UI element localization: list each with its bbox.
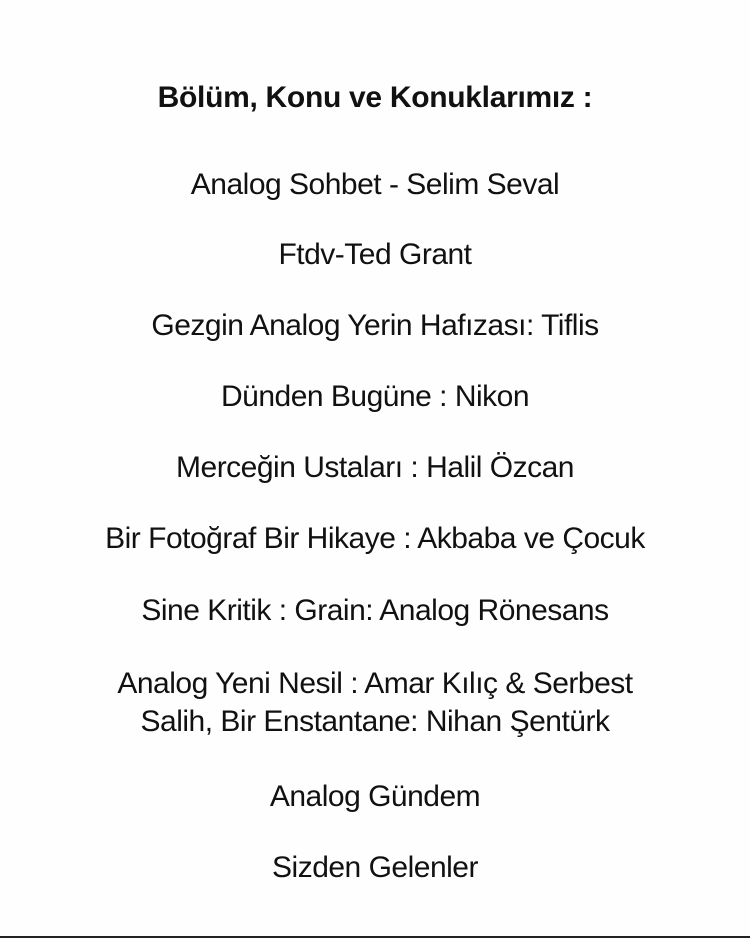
section-item-dunden-bugune: Dünden Bugüne : Nikon	[220, 380, 530, 413]
section-item-bir-fotograf: Bir Fotoğraf Bir Hikaye : Akbaba ve Çocuk	[105, 522, 645, 555]
section-item-line: Salih, Bir Enstantane: Nihan Şentürk	[140, 705, 610, 738]
section-item-gezgin-analog: Gezgin Analog Yerin Hafızası: Tiflis	[151, 309, 599, 342]
section-item-line: Analog Yeni Nesil : Amar Kılıç & Serbest	[117, 667, 633, 700]
section-item-mercegin-ustalari: Merceğin Ustaları : Halil Özcan	[176, 451, 574, 484]
section-item-ftdv: Ftdv-Ted Grant	[278, 238, 472, 271]
section-item-analog-yeni-nesil	[0, 665, 750, 741]
section-item-sizden-gelenler: Sizden Gelenler	[272, 851, 478, 884]
section-item-sine-kritik: Sine Kritik : Grain: Analog Rönesans	[141, 594, 609, 627]
section-item-analog-gundem: Analog Gündem	[269, 780, 481, 813]
section-item-analog-sohbet: Analog Sohbet - Selim Seval	[190, 168, 560, 201]
page-title: Bölüm, Konu ve Konuklarımız :	[157, 81, 593, 114]
